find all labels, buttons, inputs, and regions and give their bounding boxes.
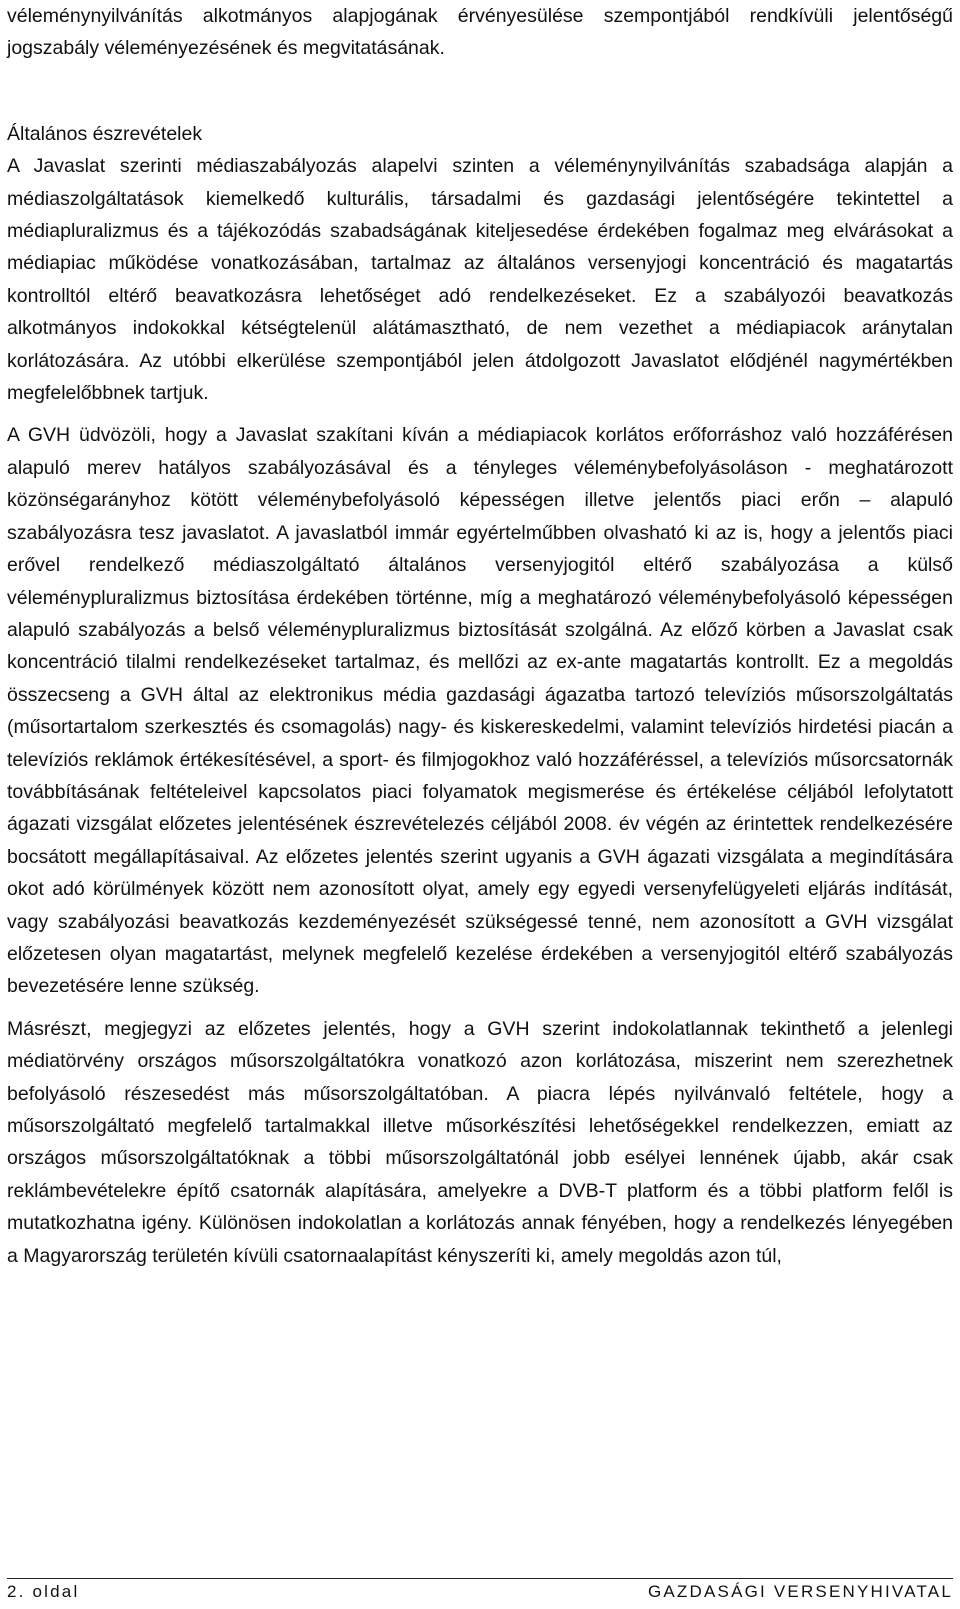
paragraph-1: A Javaslat szerinti médiaszabályozás alapelvi szinten a véleménynyilvánítás szabadsága alapján a médiaszolgáltatások kiemelkedő kulturális, társadalmi és gazdasági jelentőségére tekintettel a médiapluralizmus és a tájékozódás szabadságának kiteljesedése érdekében fogalmaz meg elvárásokat a médiapiac működése vonatkozásában, tartalmaz az általános versenyjogi koncentráció és magatartás kontrolltól eltérő beavatkozásra lehetőséget adó rendelkezéseket. Ez a szabályozói beavatkozás alkotmányos indokokkal kétségtelenül alátámasztható, de nem vezethet a médiapiacok aránytalan korlátozására. Az utóbbi elkerülése szempontjából jelen átdolgozott Javaslatot elődjénél nagymértékben megfelelőbbnek tartjuk. <box>7 155 953 405</box>
document-page <box>7 0 953 1272</box>
paragraph-3: Másrészt, megjegyzi az előzetes jelentés, hogy a GVH szerint indokolatlannak tekinthető a jelenlegi médiatörvény országos műsorszolgáltatókra vonatkozó azon korlátozása, miszerint nem szerezhetnek befolyásoló részesedést más műsorszolgáltatóban. A piacra lépés nyilvánvaló feltétele, hogy a műsorszolgáltató megfelelő tartalmakkal illetve műsorkészítési lehetőségekkel rendelkezzen, emiatt az országos műsorszolgáltatóknak a többi műsorszolgáltatónál jobb esélyei lennének újabb, akár csak reklámbevételekre építő csatornák alapítására, amelyekre a DVB-T platform és a többi platform felől is mutatkozhatna igény. Különösen indokolatlan a korlátozás annak fényében, hogy a rendelkezés lényegében a Magyarország területén kívüli csatornaalapítást kényszeríti ki, amely megoldás azon túl, <box>7 1017 953 1267</box>
page-footer <box>0 1578 960 1609</box>
footer-divider <box>7 1578 953 1579</box>
page-number: 2. oldal <box>7 1582 80 1601</box>
paragraph-2: A GVH üdvözöli, hogy a Javaslat szakítani kíván a médiapiacok korlátos erőforráshoz való hozzáférésen alapuló merev hatályos szabályozásával és a tényleges véleménybefolyásoláson - meghatározott közönségarányhoz kötött véleménybefolyásoló képességen illetve jelentős piaci erőn – alapuló szabályozásra tesz javaslatot. A javaslatból immár egyértelműbben olvasható ki az is, hogy a jelentős piaci erővel rendelkező médiaszolgáltató általános versenyjogitól eltérő szabályozása a külső véleménypluralizmus biztosítása érdekében történne, míg a meghatározó véleménybefolyásoló képességen alapuló szabályozás a belső véleménypluralizmus biztosítását szolgálná. Az előző körben a Javaslat csak koncentráció tilalmi rendelkezéseket tartalmaz, és mellőzi az ex-ante magatartás kontrollt. Ez a megoldás összecseng a GVH által az elektronikus média gazdasági ágazatba tartozó televíziós műsorszolgáltatás (műsortartalom szerkesztés és csomagolás) nagy- és kiskereskedelmi, valamint televíziós hirdetési piacán a televíziós reklámok értékesítésével, a sport- és filmjogokhoz való hozzáféréssel, a televíziós műsorcsatornák továbbításának feltételeivel kapcsolatos piaci folyamatok megismerése és értékelése céljából lefolytatott ágazati vizsgálat előzetes jelentésének észrevételezés céljából 2008. év végén az érintettek rendelkezésére bocsátott megállapításaival. Az előzetes jelentés szerint ugyanis a GVH ágazati vizsgálata a megindítására okot adó körülmények között nem azonosított olyat, amely egy egyedi versenyfelügyeleti eljárás indítását, vagy szabályozási beavatkozás kezdeményezését szükségessé tenné, nem azonosított a GVH vizsgálat előzetesen olyan magatartást, melynek megfelelő kezelése érdekében a versenyjogitól eltérő szabályozás bevezetésére lenne szükség. <box>7 424 953 998</box>
intro-paragraph: véleménynyilvánítás alkotmányos alapjogának érvényesülése szempontjából rendkívüli jelentőségű jogszabály véleményezésének és megvitatásának. <box>7 5 953 60</box>
organization-name: GAZDASÁGI VERSENYHIVATAL <box>647 1582 953 1601</box>
section-heading: Általános észrevételek <box>7 122 203 145</box>
